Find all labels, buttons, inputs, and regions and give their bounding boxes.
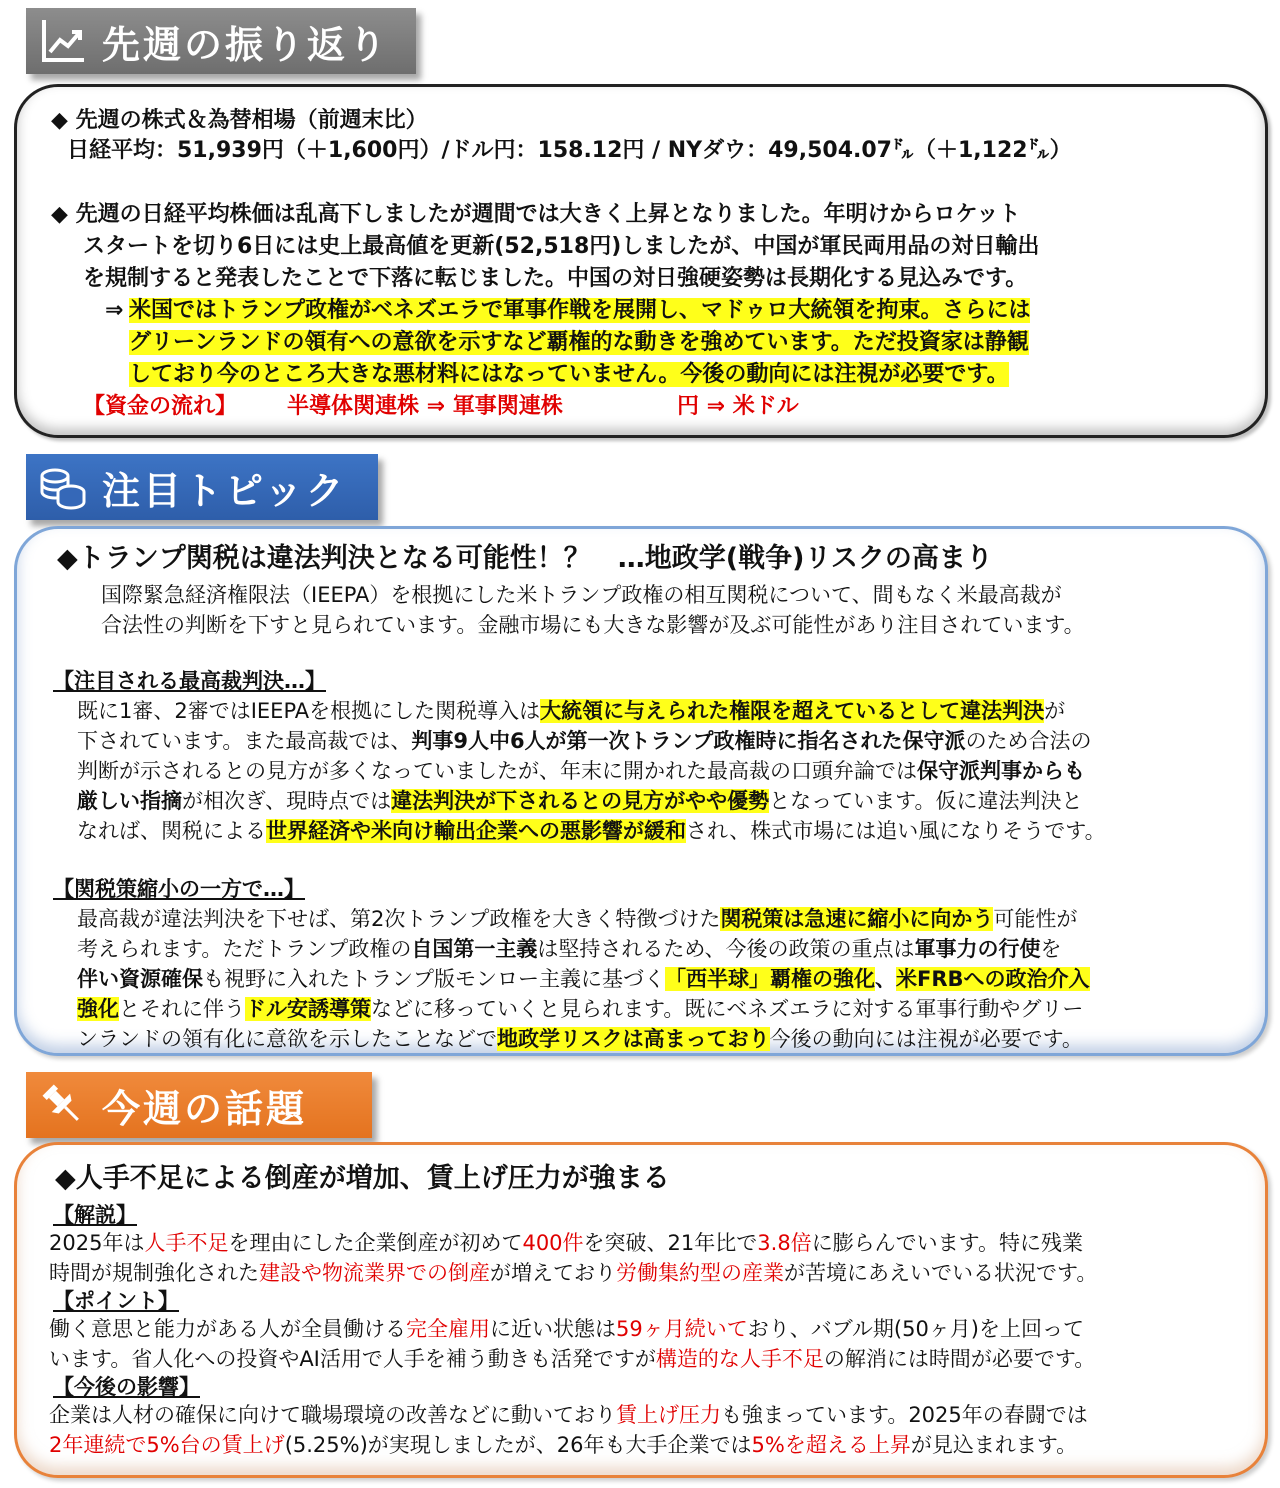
highlight-line: グリーンランドの領有への意欲を示すなど覇権的な動きを強めています。ただ投資家は静観 (129, 330, 1029, 355)
section-tab-last-week (26, 8, 416, 74)
tariff-line-5: ンランドの領有化に意欲を示したことなどで地政学リスクは高まっており今後の動向には注視が必要です。 (77, 1027, 1083, 1051)
point-line-2: います。省人化への投資やAI活用で人手を補う動きも活発ですが構造的な人手不足の解消には時間が必要です。 (49, 1347, 1096, 1371)
market-line: 日経平均：51,939円（＋1,600円）/ドル円：158.12円 / NYダウ：49,504.07㌦（＋1,122㌦） (67, 138, 1072, 163)
fund-flow-currency: 円 ⇒ 米ドル (677, 394, 799, 419)
ruling-line-5: なれば、関税による世界経済や米向け輸出企業への悪影響が緩和され、株式市場には追い風になりそうです。 (77, 819, 1106, 843)
ruling-line-2: 下されています。また最高裁では、判事9人中6人が第一次トランプ政権時に指名された保守派のため合法の (77, 729, 1092, 753)
coins-icon (36, 460, 90, 514)
point-line-1: 働く意思と能力がある人が全員働ける完全雇用に近い状態は59ヶ月続いており、バブル期(50ヶ月)を上回って (49, 1317, 1085, 1341)
highlight-line: しており今のところ大きな悪材料にはなっていません。今後の動向には注視が必要です。 (129, 362, 1009, 387)
review-paragraph-line: ◆ 先週の日経平均株価は乱高下しましたが週間では大きく上昇となりました。年明けからロケット (51, 202, 1021, 227)
topic-intro-line: 国際緊急経済権限法（IEEPA）を根拠にした米トランプ政権の相互関税について、間もなく米最高裁が (101, 583, 1062, 607)
this-week-panel (14, 1142, 1268, 1478)
explanation-line-2: 時間が規制強化された建設や物流業界での倒産が増えており労働集約型の産業が苦境にあえいでいる状況です。 (49, 1261, 1098, 1285)
impact-line-1: 企業は人材の確保に向けて職場環境の改善などに動いており賃上げ圧力も強まっています。2025年の春闘では (49, 1403, 1088, 1427)
tariff-line-3: 伴い資源確保も視野に入れたトランプ版モンロー主義に基づく「西半球」覇権の強化、米FRBへの政治介入 (77, 967, 1090, 991)
ruling-line-4: 厳しい指摘が相次ぎ、現時点では違法判決が下されるとの見方がやや優勢となっています。仮に違法判決と (77, 789, 1083, 813)
topic-title: ◆トランプ関税は違法判決となる可能性！？ …地政学(戦争)リスクの高まり (57, 543, 993, 574)
impact-line-2: 2年連続で5%台の賃上げ(5.25%)が実現しましたが、26年も大手企業では5%を超える上昇が見込まれます。 (49, 1433, 1078, 1457)
review-paragraph-line: を規制すると発表したことで下落に転じました。中国の対日強硬姿勢は長期化する見込みです。 (83, 266, 1028, 291)
subheading-explanation: 【解説】 (53, 1203, 137, 1227)
tariff-line-2: 考えられます。ただトランプ政権の自国第一主義は堅持されるため、今後の政策の重点は軍事力の行使を (77, 937, 1062, 961)
subheading-ruling: 【注目される最高裁判決…】 (53, 669, 326, 693)
subheading-tariff: 【関税策縮小の一方で…】 (53, 877, 305, 901)
section-tab-this-week (26, 1072, 372, 1138)
explanation-line-1: 2025年は人手不足を理由にした企業倒産が初めて400件を突破、21年比で3.8倍に膨らんでいます。特に残業 (49, 1231, 1084, 1255)
tariff-line-4: 強化とそれに伴うドル安誘導策などに移っていくと見られます。既にベネズエラに対する軍事行動やグリー (77, 997, 1084, 1021)
topic-panel (14, 526, 1268, 1056)
pushpin-icon (36, 1078, 90, 1132)
fund-flow-label: 【資金の流れ】 (83, 394, 238, 419)
market-header: ◆ 先週の株式＆為替相場（前週末比） (51, 108, 428, 133)
section-title: 先週の振り返り (102, 22, 390, 67)
subheading-point: 【ポイント】 (53, 1289, 179, 1313)
review-paragraph-line: スタートを切り6日には史上最高値を更新(52,518円)しましたが、中国が軍民両用品の対日輸出 (83, 234, 1040, 259)
highlight-line: 米国ではトランプ政権がベネズエラで軍事作戦を展開し、マドゥロ大統領を拘束。さらには (129, 298, 1031, 323)
fund-flow-stocks: 半導体関連株 ⇒ 軍事関連株 (287, 394, 563, 419)
news-title: ◆人手不足による倒産が増加、賃上げ圧力が強まる (55, 1163, 670, 1194)
ruling-line-3: 判断が示されるとの見方が多くなっていましたが、年末に開かれた最高裁の口頭弁論では保守派判事からも (77, 759, 1085, 783)
section-tab-topic (26, 454, 378, 520)
section-title: 今週の話題 (102, 1086, 308, 1131)
section-title: 注目トピック (102, 468, 347, 513)
last-week-panel (14, 84, 1268, 438)
chart-trend-icon (36, 14, 90, 68)
subheading-impact: 【今後の影響】 (53, 1375, 200, 1399)
arrow-mark: ⇒ (105, 298, 124, 323)
tariff-line-1: 最高裁が違法判決を下せば、第2次トランプ政権を大きく特徴づけた関税策は急速に縮小に向かう可能性が (77, 907, 1078, 931)
topic-intro-line: 合法性の判断を下すと見られています。金融市場にも大きな影響が及ぶ可能性があり注目されています。 (101, 613, 1085, 637)
ruling-line-1: 既に1審、2審ではIEEPAを根拠にした関税導入は大統領に与えられた権限を超えているとして違法判決が (77, 699, 1066, 723)
